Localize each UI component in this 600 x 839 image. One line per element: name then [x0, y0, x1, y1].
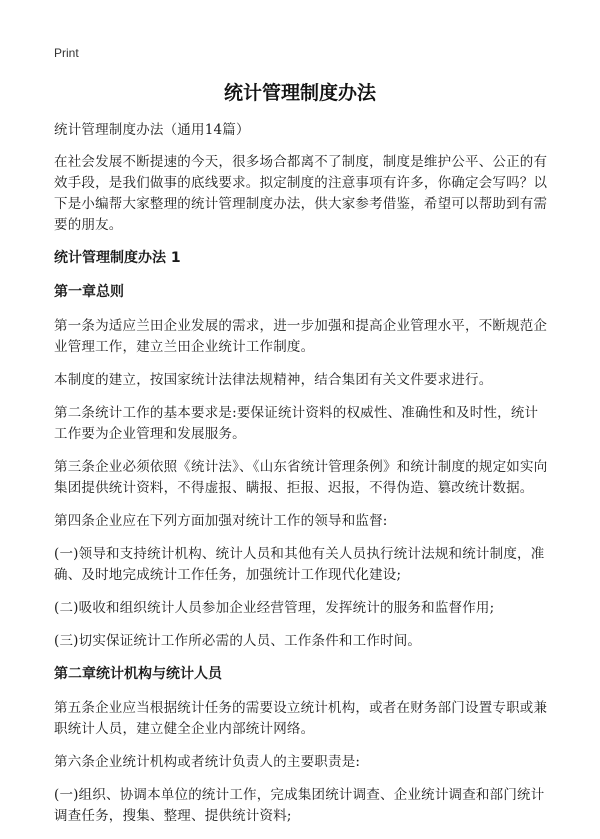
article-4: 第四条企业应在下列方面加强对统计工作的领导和监督: [54, 513, 388, 529]
article-5: 第五条企业应当根据统计任务的需要设立统计机构，或者在财务部门设置专职或兼职统计人员，建立健全企业内部统计网络。 [54, 700, 548, 737]
page-title: 统计管理制度办法 [223, 82, 376, 104]
article-6-item-1: (一)组织、协调本单位的统计工作，完成集团统计调查、企业统计调查和部门统计调查任务，搜集、整理、提供统计资料; [54, 787, 545, 824]
article-2: 第二条统计工作的基本要求是:要保证统计资料的权威性、准确性和及时性，统计工作要为企业管理和发展服务。 [54, 405, 539, 442]
chapter-heading-2: 第二章统计机构与统计人员 [54, 666, 222, 682]
article-1: 第一条为适应兰田企业发展的需求，进一步加强和提高企业管理水平，不断规范企业管理工作，建立兰田企业统计工作制度。 [54, 318, 548, 355]
chapter-heading-1: 第一章总则 [54, 284, 124, 300]
article-6: 第六条企业统计机构或者统计负责人的主要职责是: [54, 754, 361, 770]
section-heading-1: 统计管理制度办法 1 [54, 250, 181, 266]
document-body [54, 120, 548, 839]
print-label[interactable]: Print [54, 46, 79, 60]
article-4-item-2: (二)吸收和组织统计人员参加企业经营管理，发挥统计的服务和监督作用; [54, 600, 495, 616]
article-3: 第三条企业必须依照《统计法》、《山东省统计管理条例》和统计制度的规定如实向集团提供统计资料，不得虚报、瞒报、拒报、迟报，不得伪造、篡改统计数据。 [54, 459, 548, 496]
intro-paragraph: 在社会发展不断提速的今天，很多场合都离不了制度，制度是维护公平、公正的有效手段，是我们做事的底线要求。拟定制度的注意事项有许多，你确定会写吗？以下是小编帮大家整理的统计管理制度办法，供大家参考借鉴，希望可以帮助到有需要的朋友。 [54, 154, 548, 233]
article-4-item-1: (一)领导和支持统计机构、统计人员和其他有关人员执行统计法规和统计制度，准确、及时地完成统计工作任务，加强统计工作现代化建设; [54, 546, 545, 583]
document-subtitle: 统计管理制度办法（通用14篇） [54, 122, 250, 138]
article-1-note: 本制度的建立，按国家统计法律法规精神，结合集团有关文件要求进行。 [54, 372, 493, 388]
article-4-item-3: (三)切实保证统计工作所必需的人员、工作条件和工作时间。 [54, 633, 422, 649]
